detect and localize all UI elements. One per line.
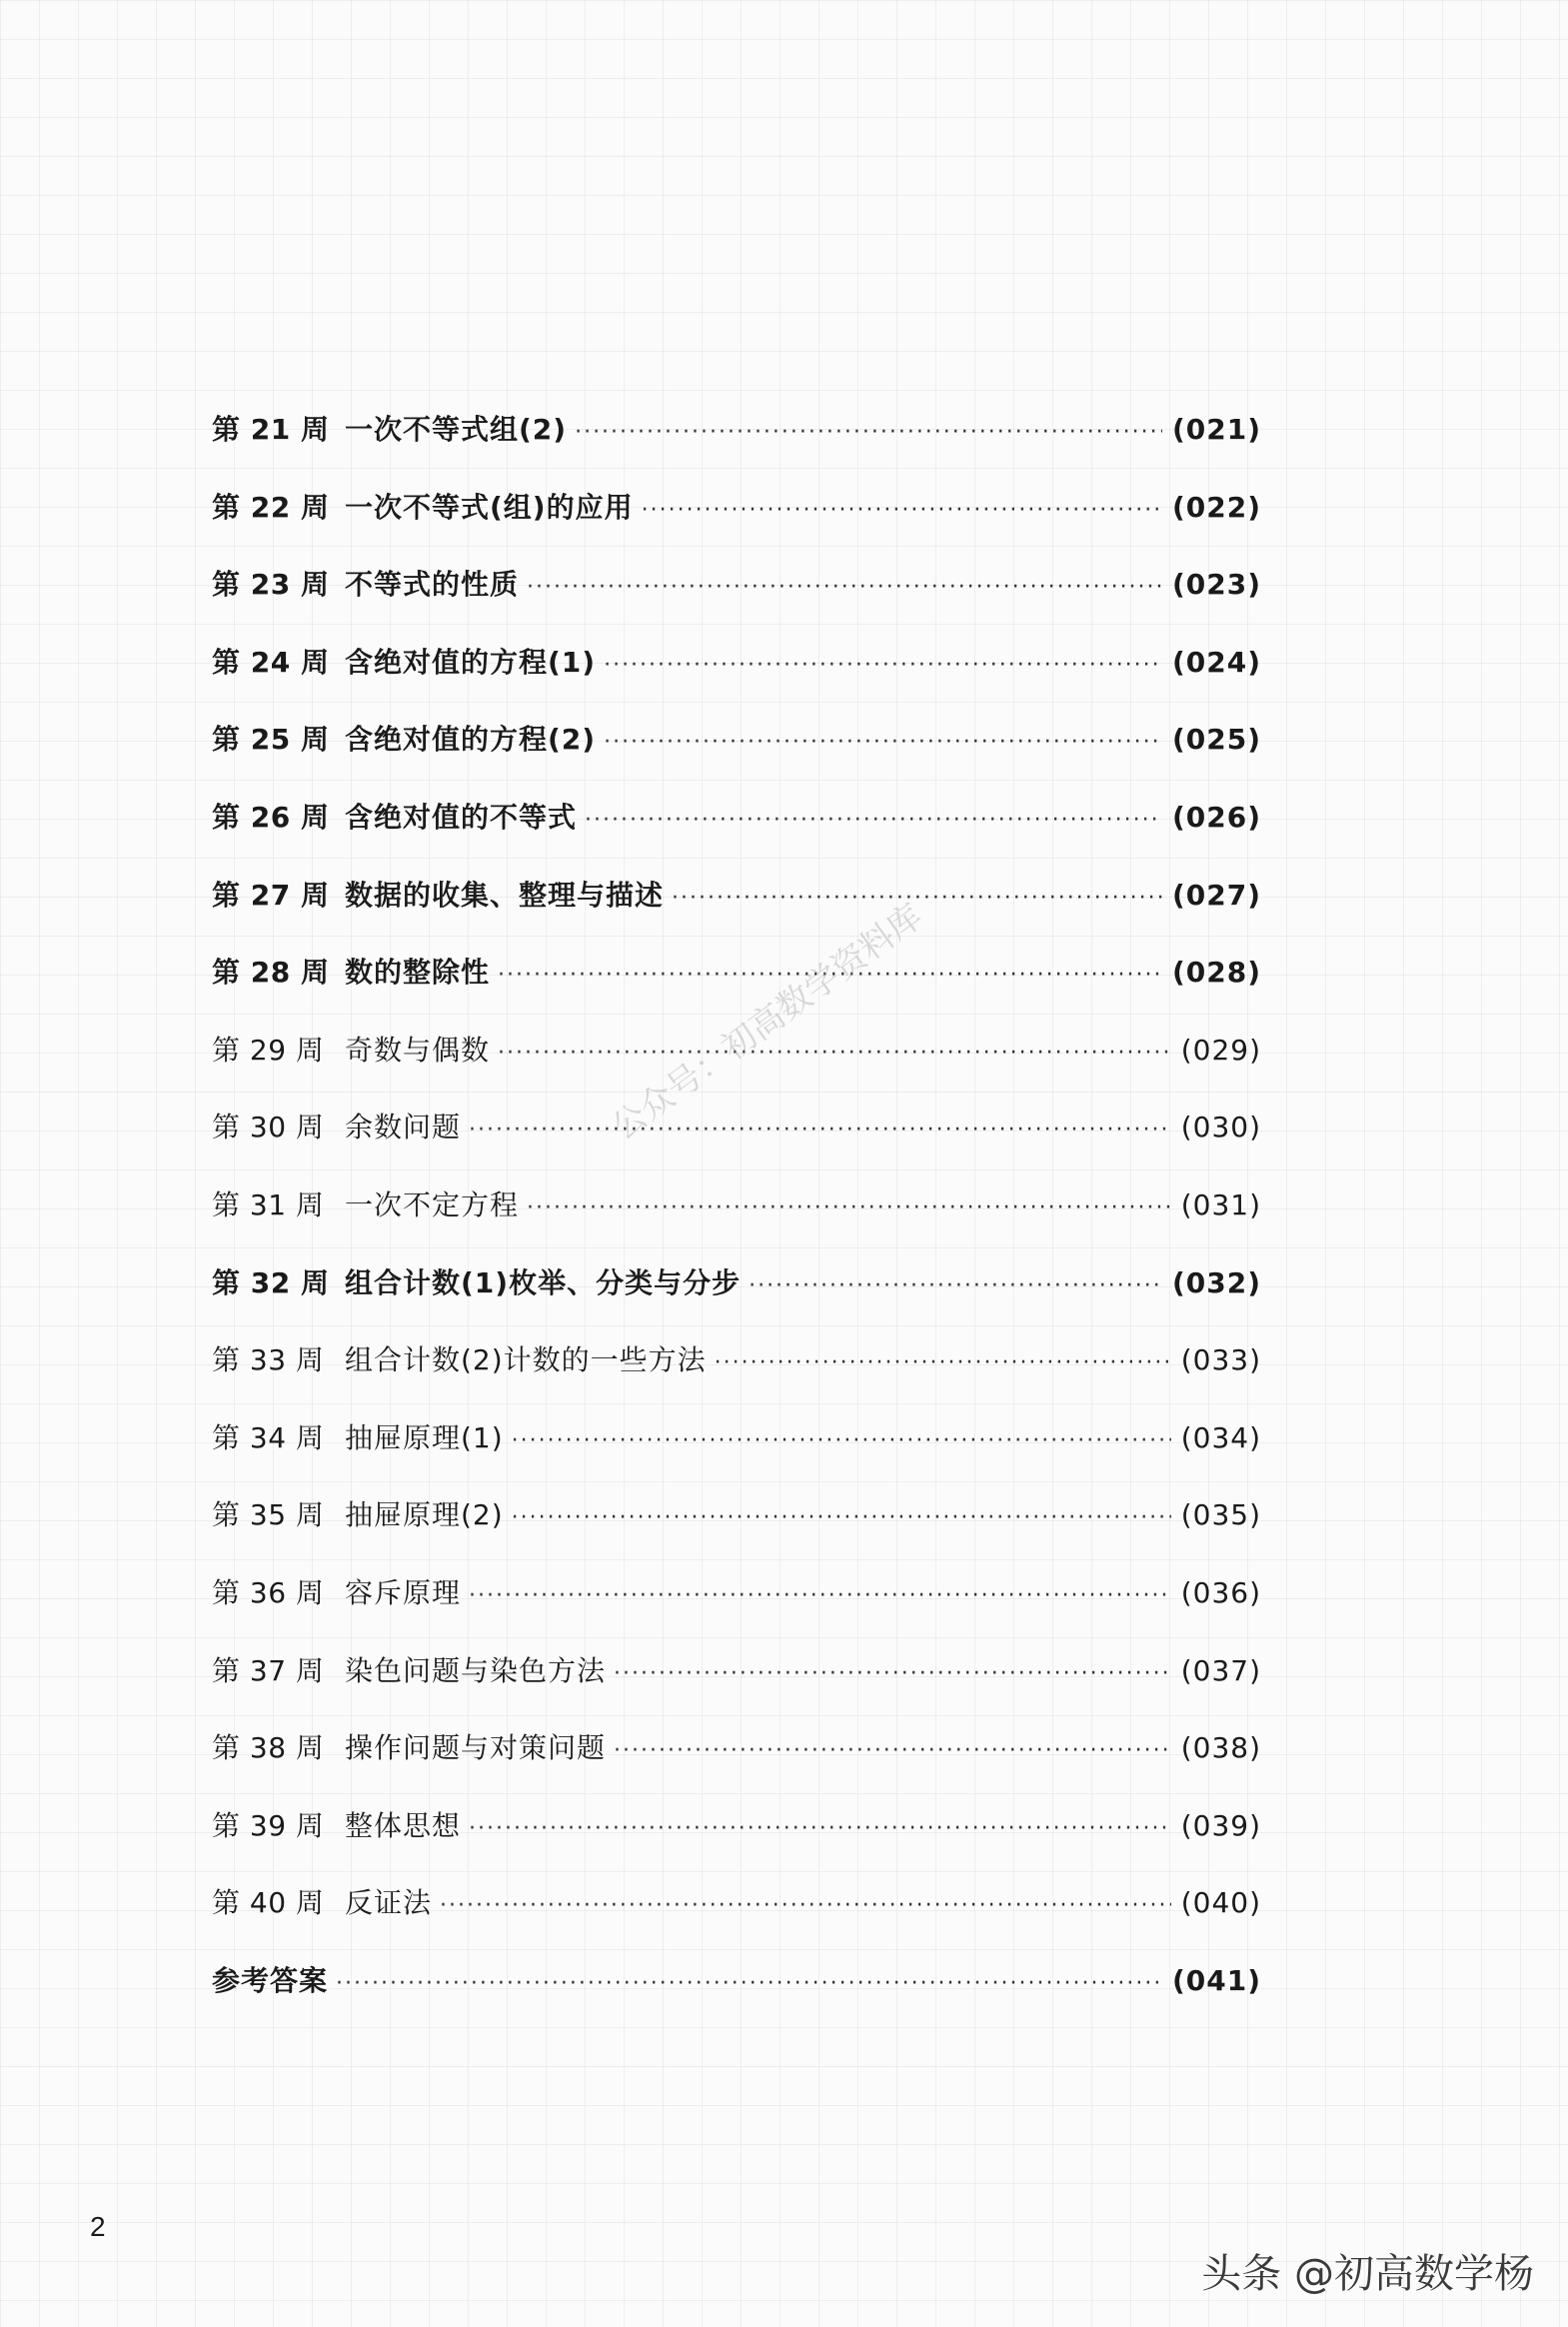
toc-row bbox=[212, 643, 1261, 721]
toc-row bbox=[212, 1883, 1261, 1961]
toc-leader-dots bbox=[585, 801, 1162, 841]
corner-watermark: 头条 @初高数学杨 bbox=[1201, 2251, 1534, 2297]
toc-week: 第 40 周 bbox=[212, 1886, 325, 1920]
toc-page-number: (022) bbox=[1171, 490, 1261, 524]
toc-title: 容斥原理 bbox=[345, 1575, 462, 1609]
toc-title: 数的整除性 bbox=[345, 956, 491, 990]
toc-page-number: (035) bbox=[1180, 1498, 1261, 1532]
toc-title: 余数问题 bbox=[345, 1111, 462, 1145]
toc-page-number: (033) bbox=[1180, 1343, 1261, 1377]
toc-leader-dots bbox=[614, 1731, 1171, 1771]
toc-leader-dots bbox=[469, 1809, 1171, 1849]
toc-week: 第 26 周 bbox=[212, 800, 330, 834]
toc-title: 不等式的性质 bbox=[345, 568, 520, 602]
toc-row bbox=[212, 1340, 1261, 1418]
toc-leader-dots bbox=[715, 1343, 1171, 1383]
toc-row bbox=[212, 565, 1261, 643]
toc-row bbox=[212, 1108, 1261, 1185]
toc-week: 第 31 周 bbox=[212, 1187, 325, 1221]
toc-week: 第 23 周 bbox=[212, 568, 330, 602]
toc-leader-dots bbox=[440, 1886, 1171, 1926]
toc-week: 第 39 周 bbox=[212, 1808, 325, 1842]
toc-week: 第 37 周 bbox=[212, 1653, 325, 1687]
toc-leader-dots bbox=[749, 1266, 1162, 1306]
toc-row bbox=[212, 1806, 1261, 1884]
toc-page-number: (034) bbox=[1180, 1420, 1261, 1454]
toc-week: 第 30 周 bbox=[212, 1111, 325, 1145]
toc-leader-dots bbox=[336, 1964, 1162, 2004]
toc-week: 第 29 周 bbox=[212, 1033, 325, 1067]
toc-page-number: (038) bbox=[1180, 1731, 1261, 1765]
toc-week: 第 34 周 bbox=[212, 1420, 325, 1454]
toc-title: 含绝对值的方程(1) bbox=[345, 645, 597, 679]
toc-title: 抽屉原理(1) bbox=[345, 1420, 504, 1454]
toc-leader-dots bbox=[498, 1034, 1171, 1074]
toc-title: 整体思想 bbox=[345, 1808, 462, 1842]
toc-row bbox=[212, 1185, 1261, 1263]
toc-page-number: (025) bbox=[1171, 723, 1261, 757]
toc-leader-dots bbox=[469, 1576, 1171, 1616]
toc-title: 组合计数(2)计数的一些方法 bbox=[345, 1343, 707, 1377]
toc-title: 参考答案 bbox=[212, 1963, 329, 1997]
toc-page-number: (041) bbox=[1171, 1963, 1261, 1997]
toc-page-number: (031) bbox=[1180, 1187, 1261, 1221]
toc-week: 第 35 周 bbox=[212, 1498, 325, 1532]
toc-row bbox=[212, 1418, 1261, 1496]
toc-title: 奇数与偶数 bbox=[345, 1033, 491, 1067]
toc-page-number: (039) bbox=[1180, 1808, 1261, 1842]
toc-title: 抽屉原理(2) bbox=[345, 1498, 504, 1532]
toc-week: 第 21 周 bbox=[212, 413, 330, 446]
toc-answers-row bbox=[212, 1961, 1261, 2039]
toc-week: 第 38 周 bbox=[212, 1731, 325, 1765]
toc-page-number: (026) bbox=[1171, 800, 1261, 834]
toc-leader-dots bbox=[642, 491, 1162, 531]
toc-week: 第 32 周 bbox=[212, 1265, 330, 1299]
toc-leader-dots bbox=[527, 568, 1162, 608]
toc-leader-dots bbox=[527, 1188, 1171, 1228]
toc-page-number: (029) bbox=[1180, 1033, 1261, 1067]
toc-week: 第 24 周 bbox=[212, 645, 330, 679]
toc-page-number: (037) bbox=[1180, 1653, 1261, 1687]
toc-title: 数据的收集、整理与描述 bbox=[345, 878, 665, 912]
toc-page-number: (024) bbox=[1171, 645, 1261, 679]
toc-page-number: (032) bbox=[1171, 1265, 1261, 1299]
toc-page-number: (036) bbox=[1180, 1575, 1261, 1609]
toc-title: 一次不等式组(2) bbox=[345, 413, 568, 446]
toc-leader-dots bbox=[614, 1654, 1171, 1694]
toc-title: 染色问题与染色方法 bbox=[345, 1653, 607, 1687]
toc-row bbox=[212, 876, 1261, 954]
toc-page-number: (027) bbox=[1171, 878, 1261, 912]
toc-week: 第 33 周 bbox=[212, 1343, 325, 1377]
toc-week: 第 25 周 bbox=[212, 723, 330, 757]
toc-leader-dots bbox=[469, 1111, 1171, 1151]
toc-row bbox=[212, 1263, 1261, 1341]
toc-row bbox=[212, 720, 1261, 798]
table-of-contents bbox=[212, 410, 1261, 2038]
toc-page-number: (023) bbox=[1171, 568, 1261, 602]
toc-leader-dots bbox=[512, 1498, 1171, 1538]
toc-row bbox=[212, 1651, 1261, 1729]
toc-title: 含绝对值的方程(2) bbox=[345, 723, 597, 757]
toc-row bbox=[212, 798, 1261, 876]
toc-leader-dots bbox=[512, 1421, 1171, 1461]
toc-leader-dots bbox=[604, 723, 1162, 763]
toc-week: 第 27 周 bbox=[212, 878, 330, 912]
page-number: 2 bbox=[90, 2211, 106, 2242]
watermark-text: 公众号：初高数学资料库 bbox=[604, 896, 930, 1149]
toc-page-number: (030) bbox=[1180, 1111, 1261, 1145]
toc-row bbox=[212, 410, 1261, 488]
toc-title: 反证法 bbox=[345, 1886, 433, 1920]
toc-week: 第 36 周 bbox=[212, 1575, 325, 1609]
toc-title: 一次不定方程 bbox=[345, 1187, 520, 1221]
toc-row bbox=[212, 1728, 1261, 1806]
toc-leader-dots bbox=[575, 413, 1162, 453]
toc-row bbox=[212, 488, 1261, 566]
toc-title: 操作问题与对策问题 bbox=[345, 1731, 607, 1765]
toc-page-number: (021) bbox=[1171, 413, 1261, 446]
toc-page-number: (040) bbox=[1180, 1886, 1261, 1920]
toc-title: 一次不等式(组)的应用 bbox=[345, 490, 634, 524]
toc-title: 含绝对值的不等式 bbox=[345, 800, 578, 834]
toc-week: 第 28 周 bbox=[212, 956, 330, 990]
toc-page-number: (028) bbox=[1171, 956, 1261, 990]
toc-row bbox=[212, 1573, 1261, 1651]
toc-row bbox=[212, 1495, 1261, 1573]
toc-week: 第 22 周 bbox=[212, 490, 330, 524]
toc-title: 组合计数(1)枚举、分类与分步 bbox=[345, 1265, 742, 1299]
toc-leader-dots bbox=[604, 646, 1162, 686]
